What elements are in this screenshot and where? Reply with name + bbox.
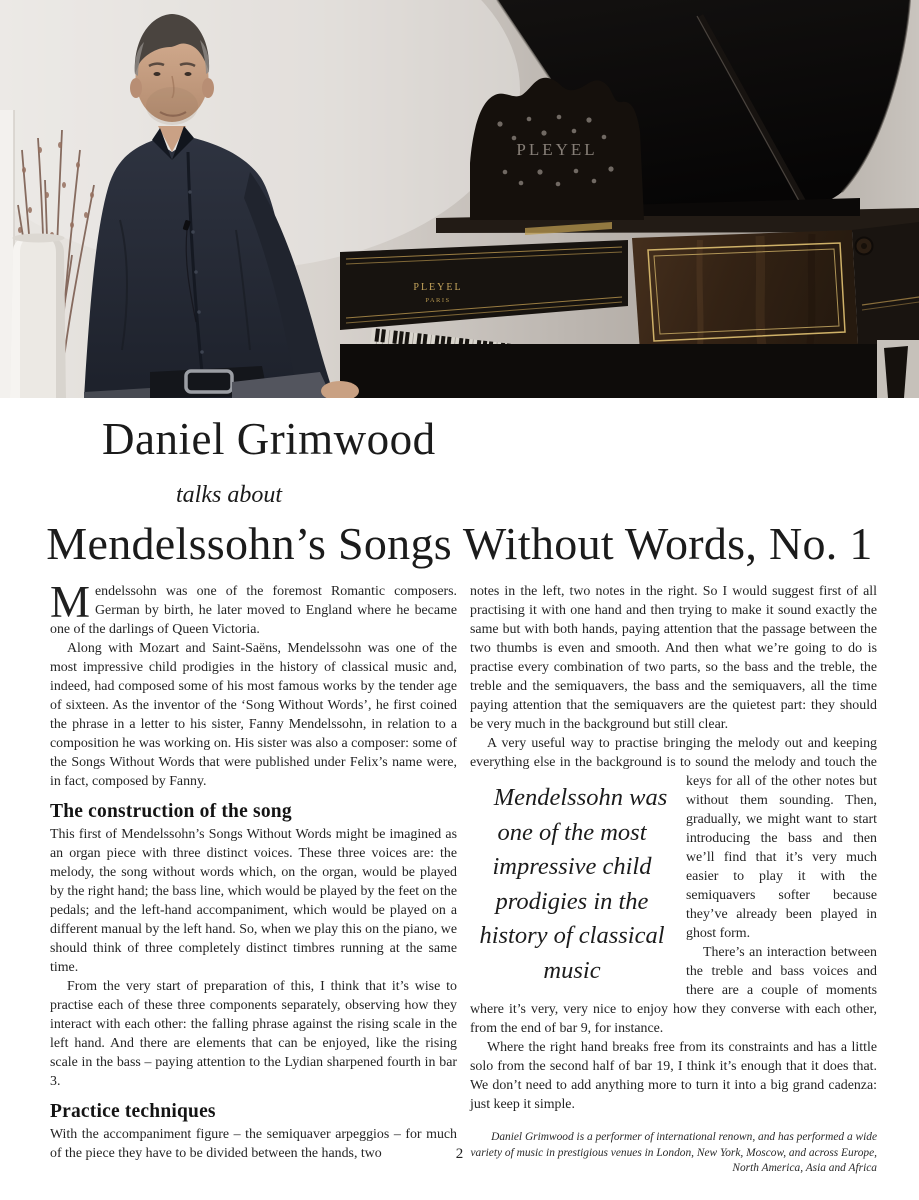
paragraph-intro [50, 577, 457, 639]
author-bio: Daniel Grimwood is a performer of international renown, and has performed a wide variety of music in prestigious venues in London, New York, Moscow, and across Europe, North America, Asia and Africa [470, 1131, 877, 1174]
piano-right-arm [852, 222, 919, 344]
paragraph: This first of Mendelssohn’s Songs Without Words might be imagined as an organ piece with three distinct voices. These three voices are: the melody, the song without words which, on the organ, would be played by the right hand; the bass line, which would be played by the feet on the pedals; and the left-hand accompaniment, which would be played on a different manual by the left hand. So, when we play this on the piano, we should think of three completely distinct timbres running at the same time. [50, 827, 457, 975]
rosewood-panel [632, 230, 858, 352]
fallboard-brand-text: PLEYEL [413, 282, 463, 293]
photo-illustration [0, 0, 919, 398]
page-number: 2 [455, 1146, 464, 1162]
article-title: Mendelssohn’s Songs Without Words, No. 1 [46, 518, 873, 569]
left-ear [130, 78, 142, 98]
dropcap: M [50, 577, 91, 627]
music-desk-brand-text: PLEYEL [516, 140, 598, 159]
pull-quote: Mendelssohn was one of the most impressive child prodigies in the history of classical music [479, 784, 668, 984]
paragraph: With the accompaniment figure – the semiquaver arpeggios – for much of the piece they have to be divided between the hands, two [50, 1127, 457, 1161]
right-column [470, 582, 877, 1177]
section-heading-practice: Practice techniques [50, 1101, 216, 1122]
header-photo [0, 0, 919, 398]
left-column [50, 577, 457, 1163]
paragraph-text: A very useful way to practise bringing the melody out and keeping everything else in the background is to sound the melody and touch [470, 736, 877, 770]
paragraph: notes in the left, two notes in the right. So I would suggest first of all practising it with one hand and then trying to make it sound exactly the same but with both hands, paying attention that the passage between the two thumbs is even and smooth. And then what we’re going to do is practise every combination of two parts, so the bass and the treble, the treble and the semiquavers, the bass and the semiquavers, all the time paying attention that the semiquavers are the quietest part: they should be very much in the background but still clear. [470, 584, 877, 732]
fallboard-city-text: PARIS [425, 297, 451, 304]
paragraph: From the very start of preparation of this, I think that it’s wise to practise each of these three components separately, observing how they interact with each other: the falling phrase against the rising scale in the left hand. And there are elements that can be enjoyed, like the rising scale in the bass – paying attention to the Lydian sharpened fourth in bar 3. [50, 979, 457, 1089]
piano-leg [884, 346, 908, 398]
paragraph: Where the right hand breaks free from its constraints and has a little solo from the second half of bar 19, I think it’s enough that it does that. We don’t need to add anything more to turn it into a big grand cadenza: just keep it simple. [470, 1040, 877, 1112]
right-ear [202, 78, 214, 98]
paragraph: Along with Mozart and Saint-Saëns, Mendelssohn was one of the most impressive child prodigies in the history of classical music and, indeed, had composed some of his most famous works by the tender age of sixteen. As the inventor of the ‘Song Without Words’, he first coined the phrase in a letter to his sister, Fanny Mendelssohn, in relation to a composition he was working on. His sister was also a composer: some of the Songs Without Words that were published under Felix’s name were, in fact, composed by Fanny. [50, 641, 457, 789]
paragraph: There’s an interaction between the treble and bass voices and there are a couple of moments where it’s very, very nice to enjoy how they converse with each other, from the end of bar 9, for instance. [470, 945, 877, 1036]
tagline: talks about [176, 482, 282, 508]
section-heading-construction: The construction of the song [50, 801, 292, 822]
piano-underside [340, 344, 880, 398]
paragraph-with-pullquote [470, 734, 877, 984]
paragraph-text: the keys for all of the other notes but without them sounding. Then, gradually, we might want to start introducing the bass and then we’ll find that it’s very much easier to play it with the semiquavers softer because they’ve already been played in ghost form. [686, 755, 877, 941]
author-name: Daniel Grimwood [102, 414, 436, 464]
white-vase [10, 234, 66, 399]
paragraph-text: endelssohn was one of the foremost Romantic composers. German by birth, he later moved to England where he became one of the darlings of Queen Victoria. [50, 584, 457, 637]
